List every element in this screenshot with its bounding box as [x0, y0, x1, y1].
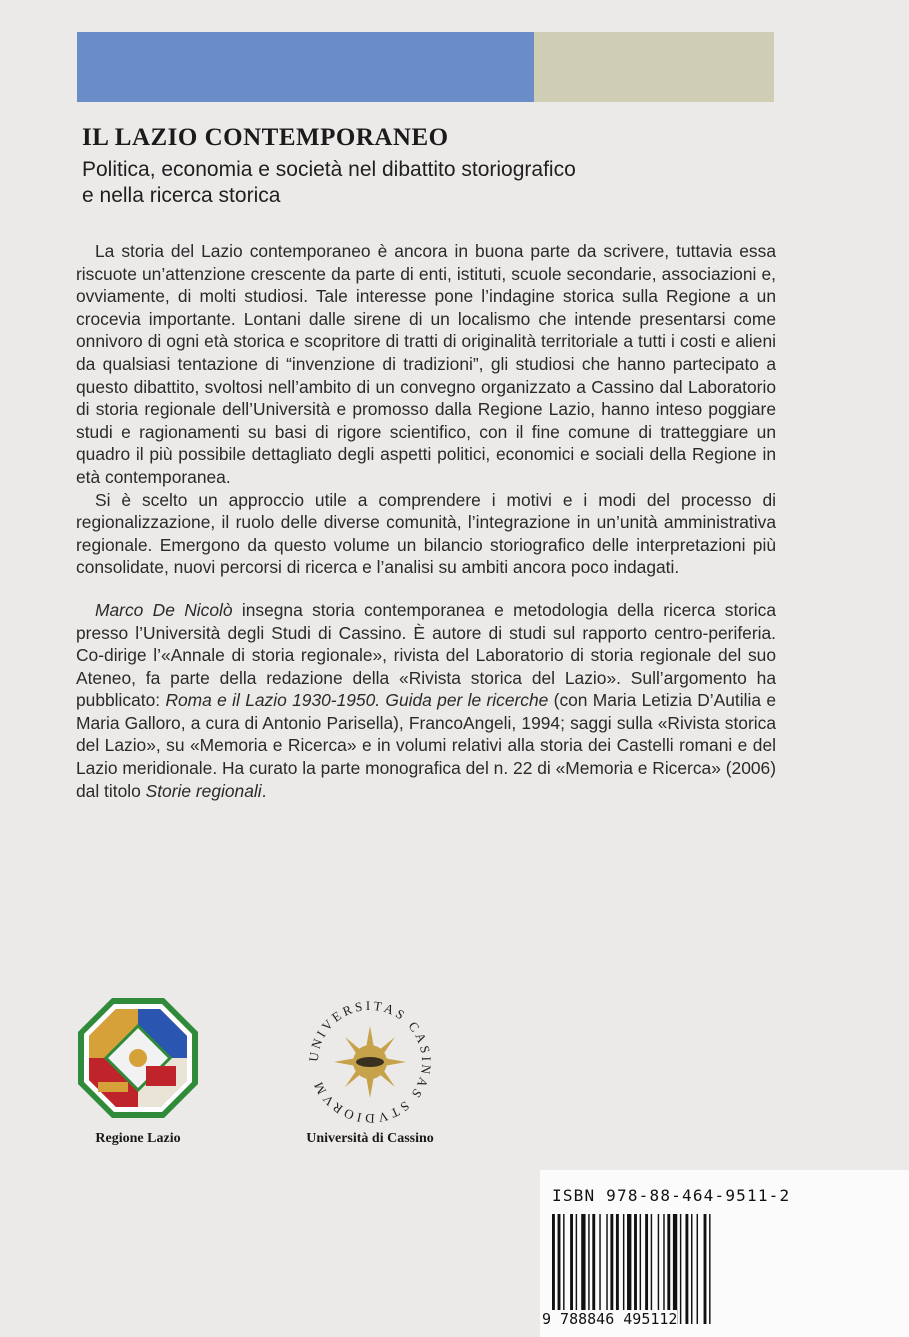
- blurb-paragraph-2: Si è scelto un approccio utile a comprendere i motivi e i modi del processo di regionalizzazione, il ruolo delle diverse comunità, l’integrazione in un’unità amministrativa regionale. Emergono da questo volume un bilancio storiografico delle interpretazioni più consolidate, nuovi percorsi di ricerca e l’analisi su ambiti ancora poco indagati.: [76, 489, 776, 578]
- author-bio-text-1: insegna storia contemporanea e metodologia della ricerca storica presso l’Università degli Studi di Cassino. È autore di studi sul rapporto centro-periferia. Co-dirige l’«Annale di storia regionale», rivista del Laboratorio di storia regionale del suo Ateneo, fa parte della redazione della «Rivista storica del Lazio». Sull’argomento ha pubblicato:: [76, 599, 776, 711]
- universita-cassino-logo: [290, 988, 450, 1128]
- book-title: IL LAZIO CONTEMPORANEO: [82, 124, 449, 151]
- ean-digits: 9 788846 495112: [542, 1310, 678, 1328]
- book-title-reference-1: Roma e il Lazio 1930-1950. Guida per le ricerche: [165, 690, 549, 711]
- header-color-band-beige: [534, 32, 774, 102]
- author-bio: [76, 599, 776, 802]
- author-bio-text-2: (con Maria Letizia D’Autilia e Maria Galloro, a cura di Antonio Parisella), FrancoAngeli, 1994; saggi sulla «Rivista storica del Lazio», su «Memoria e Ricerca» e in volumi relativi alla storia dei Castelli romani e del Lazio meridionale. Ha curato la parte monografica del n. 22 di «Memoria e Ricerca» (2006) dal titolo: [76, 690, 776, 801]
- cassino-ring-text: UNIVERSITAS CASINAS STVDIORVM: [305, 997, 435, 1127]
- book-title-reference-2: Storie regionali: [145, 780, 262, 801]
- blurb-paragraph-1: La storia del Lazio contemporaneo è ancora in buona parte da scrivere, tuttavia essa riscuote un’attenzione crescente da parte di enti, istituti, scuole secondarie, associazioni e, ovviamente, di molti studiosi. Tale interesse pone l’indagine storica sulla Regione a un crocevia importante. Lontani dalle sirene di un localismo che intende presentarsi come onnivoro di ogni età storica e scopritore di tratti di originalità territoriale a tutti i costi e alieni da qualsiasi tentazione di “invenzione di tradizioni”, gli studiosi che hanno partecipato a questo dibattito, svoltosi nell’ambito di un convegno organizzato a Cassino dal Laboratorio di storia regionale dell’Università e promosso dalla Regione Lazio, hanno inteso poggiare studi e ragionamenti su basi di rigore scientifico, con il fine comune di tratteggiare un quadro il più possibile dettagliato degli aspetti politici, economici e sociali della Regione in età contemporanea.: [76, 241, 776, 487]
- subtitle-line-1: Politica, economia e società nel dibattito storiografico: [82, 158, 576, 181]
- book-subtitle: [82, 157, 782, 209]
- universita-cassino-label: Università di Cassino: [306, 1131, 434, 1146]
- regione-lazio-label: Regione Lazio: [95, 1131, 181, 1146]
- barcode-area: [540, 1170, 909, 1337]
- subtitle-line-2: e nella ricerca storica: [82, 184, 281, 207]
- blurb-text: [76, 240, 776, 802]
- barcode-bars: [550, 1214, 782, 1324]
- isbn-number: ISBN 978-88-464-9511-2: [552, 1186, 791, 1205]
- regione-lazio-logo: [76, 996, 200, 1120]
- author-name: Marco De Nicolò: [95, 599, 233, 620]
- author-bio-text-3: .: [261, 780, 267, 801]
- header-color-band-blue: [77, 32, 534, 102]
